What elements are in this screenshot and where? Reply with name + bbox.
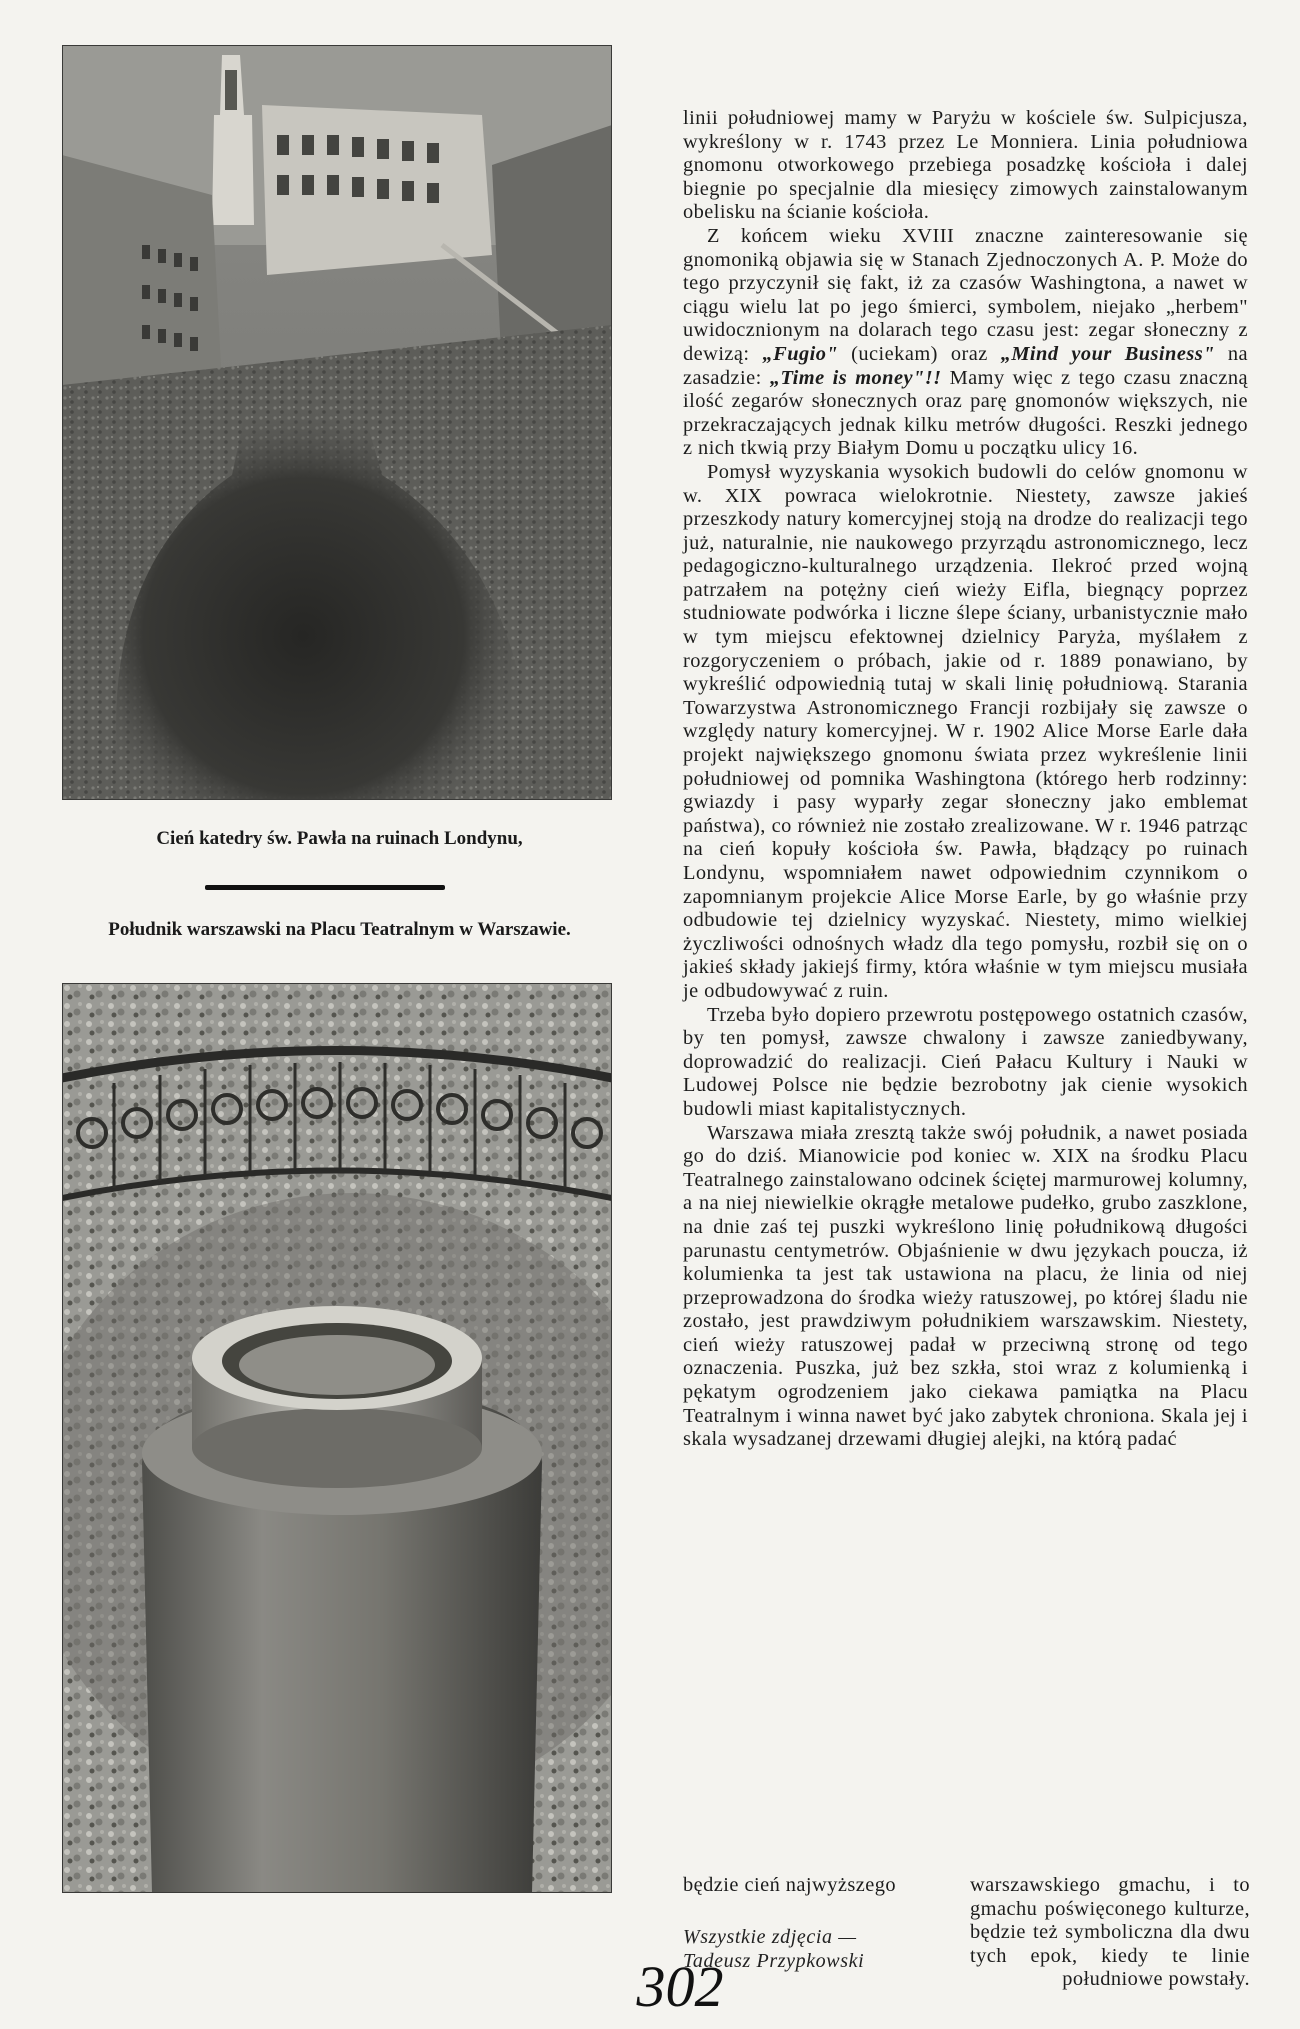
article-body <box>683 107 1248 1452</box>
article-paragraph-1: linii południowej mamy w Paryżu w kościele św. Sulpicjusza, wykreślony w r. 1743 przez Le Monniera. Linia południowa gnomonu otworkowego przebiega posadzkę kościoła i dalej biegnie po specjalnie dla miesięcy zimowych zainstalowanym obelisku na ścianie kościoła. <box>683 107 1248 224</box>
page-number: 302 <box>636 1954 724 2019</box>
photo-st-pauls-shadow-london <box>62 45 612 800</box>
article-paragraph-2 <box>683 225 1248 461</box>
article-paragraph-4: Trzeba było dopiero przewrotu postępowego ostatnich czasów, by ten pomysł, zawsze chwalony i zawsze zaniedbywany, doprowadzić do realizacji. Cień Pałacu Kultury i Nauki w Ludowej Polsce nie będzie bezrobotny jak cienie wysokich budowli miast kapitalistycznych. <box>683 1003 1248 1120</box>
paragraph-2-text-b: (uciekam) oraz <box>851 342 988 365</box>
photo-credit-line-1: Wszystkie zdjęcia — <box>683 1926 857 1948</box>
article-tail-left: będzie cień najwyższego <box>683 1874 897 1896</box>
motto-fugio: „Fugio" <box>762 342 839 365</box>
caption-divider <box>205 885 445 890</box>
paragraph-2-text-c: na zasadzie: <box>683 342 1248 389</box>
article-paragraph-3: Pomysł wyzyskania wysokich budowli do celów gnomonu w w. XIX powraca wielokrotnie. Niestety, zawsze jakieś przeszkody natury komercyjnej stoją na drodze do realizacji tego już, naturalnie, nie naukowego przyrządu astronomicznego, lecz pedagogiczno-kulturalnego urządzenia. Ilekroć przed wojną patrzałem na potężny cień wieży Eifla, biegnący poprzez studniowate podwórka i liczne ślepe ściany, urbanistycznie mało w tym miejscu efektownej dzielnicy Paryża, myślałem z rozgoryczeniem o próbach, jakie od r. 1889 ponawiano, by wykreślić odpowiednią tutaj w skali linię południową. Starania Towarzystwa Astronomicznego Francji rozbijały się zawsze o względy natury komercyjnej. W r. 1902 Alice Morse Earle dała projekt największego gnomonu świata przez wykreślenie linii południowej od pomnika Washingtona (którego herb rodzinny: gwiazdy i pasy wyparły zegar słoneczny jako emblemat państwa), co również nie zostało zrealizowane. W r. 1946 patrząc na cień kopuły kościoła św. Pawła, błądzący po ruinach Londynu, wspomniałem nawet odpowiednim czynnikom o zapomnianym projekcie Alice Morse Earle, by go właśnie przy odbudowie tej dzielnicy wyzyskać. Niestety, mimo wielkiej życzliwości odnośnych władz dla tego pomysłu, rozbił się on o jakieś składy jakiejś firmy, która właśnie w tym miejscu musiała je odbudowywać z ruin. <box>683 460 1248 1002</box>
paragraph-2-text-d: Mamy więc z tego czasu znaczną ilość zegarów słonecznych oraz parę gnomonów większych, nie przekraczających jednak kilku metrów długości. Reszki jednego z nich tkwią przy Białym Domu u początku ulicy 16. <box>683 366 1248 460</box>
caption-warsaw-photo: Południk warszawski na Placu Teatralnym w Warszawie. <box>108 919 571 940</box>
motto-mind-your-business: „Mind your Business" <box>1000 342 1215 365</box>
photo-credit-line-2: Tadeusz Przypkowski <box>683 1950 865 1972</box>
photo-warsaw-meridian-column <box>62 983 612 1893</box>
article-paragraph-5: Warszawa miała zresztą także swój południk, a nawet posiada go do dziś. Mianowicie pod koniec w. XIX na środku Placu Teatralnego zainstalowano odcinek ściętej marmurowej kolumny, a na niej niewielkie okrągłe metalowe pudełko, grubo zaszklone, na dnie zaś tej puszki wykreślono linię południkową długości parunastu centymetrów. Objaśnienie w dwu językach poucza, iż kolumienka ta jest tak ustawiona na placu, że linia od niej przeprowadzona do środka wieży ratuszowej, po której śladu nie zostało, jest prawdziwym południkiem warszawskim. Niestety, cień wieży ratuszowej padał w przeciwną stronę od tego oznaczenia. Puszka, już bez szkła, stoi wraz z kolumienką i pękatym ogrodzeniem jako ciekawa pamiątka na Placu Teatralnym i winna nawet być jako zabytek chroniona. Skala jej i skala wysadzanej drzewami długiej alejki, na którą padać <box>683 1121 1248 1451</box>
article-tail-right: warszawskiego gmachu, i to gmachu poświęconego kulturze, będzie też symboliczna dla dwu tych epok, kiedy te linie południowe powstały. <box>970 1874 1250 1991</box>
paragraph-2-text-a: Z końcem wieku XVIII znaczne zainteresowanie się gnomoniką objawia się w Stanach Zjednoczonych A. P. Może do tego przyczynił się fakt, iż za czasów Washingtona, a nawet w ciągu wielu lat po jego śmierci, symbolem, niejako „herbem" uwidocznionym na dolarach tego czasu jest: zegar słoneczny z dewizą: <box>683 224 1248 365</box>
motto-time-is-money: „Time is money"!! <box>769 366 942 389</box>
caption-london-photo: Cień katedry św. Pawła na ruinach Londynu, <box>156 828 523 849</box>
